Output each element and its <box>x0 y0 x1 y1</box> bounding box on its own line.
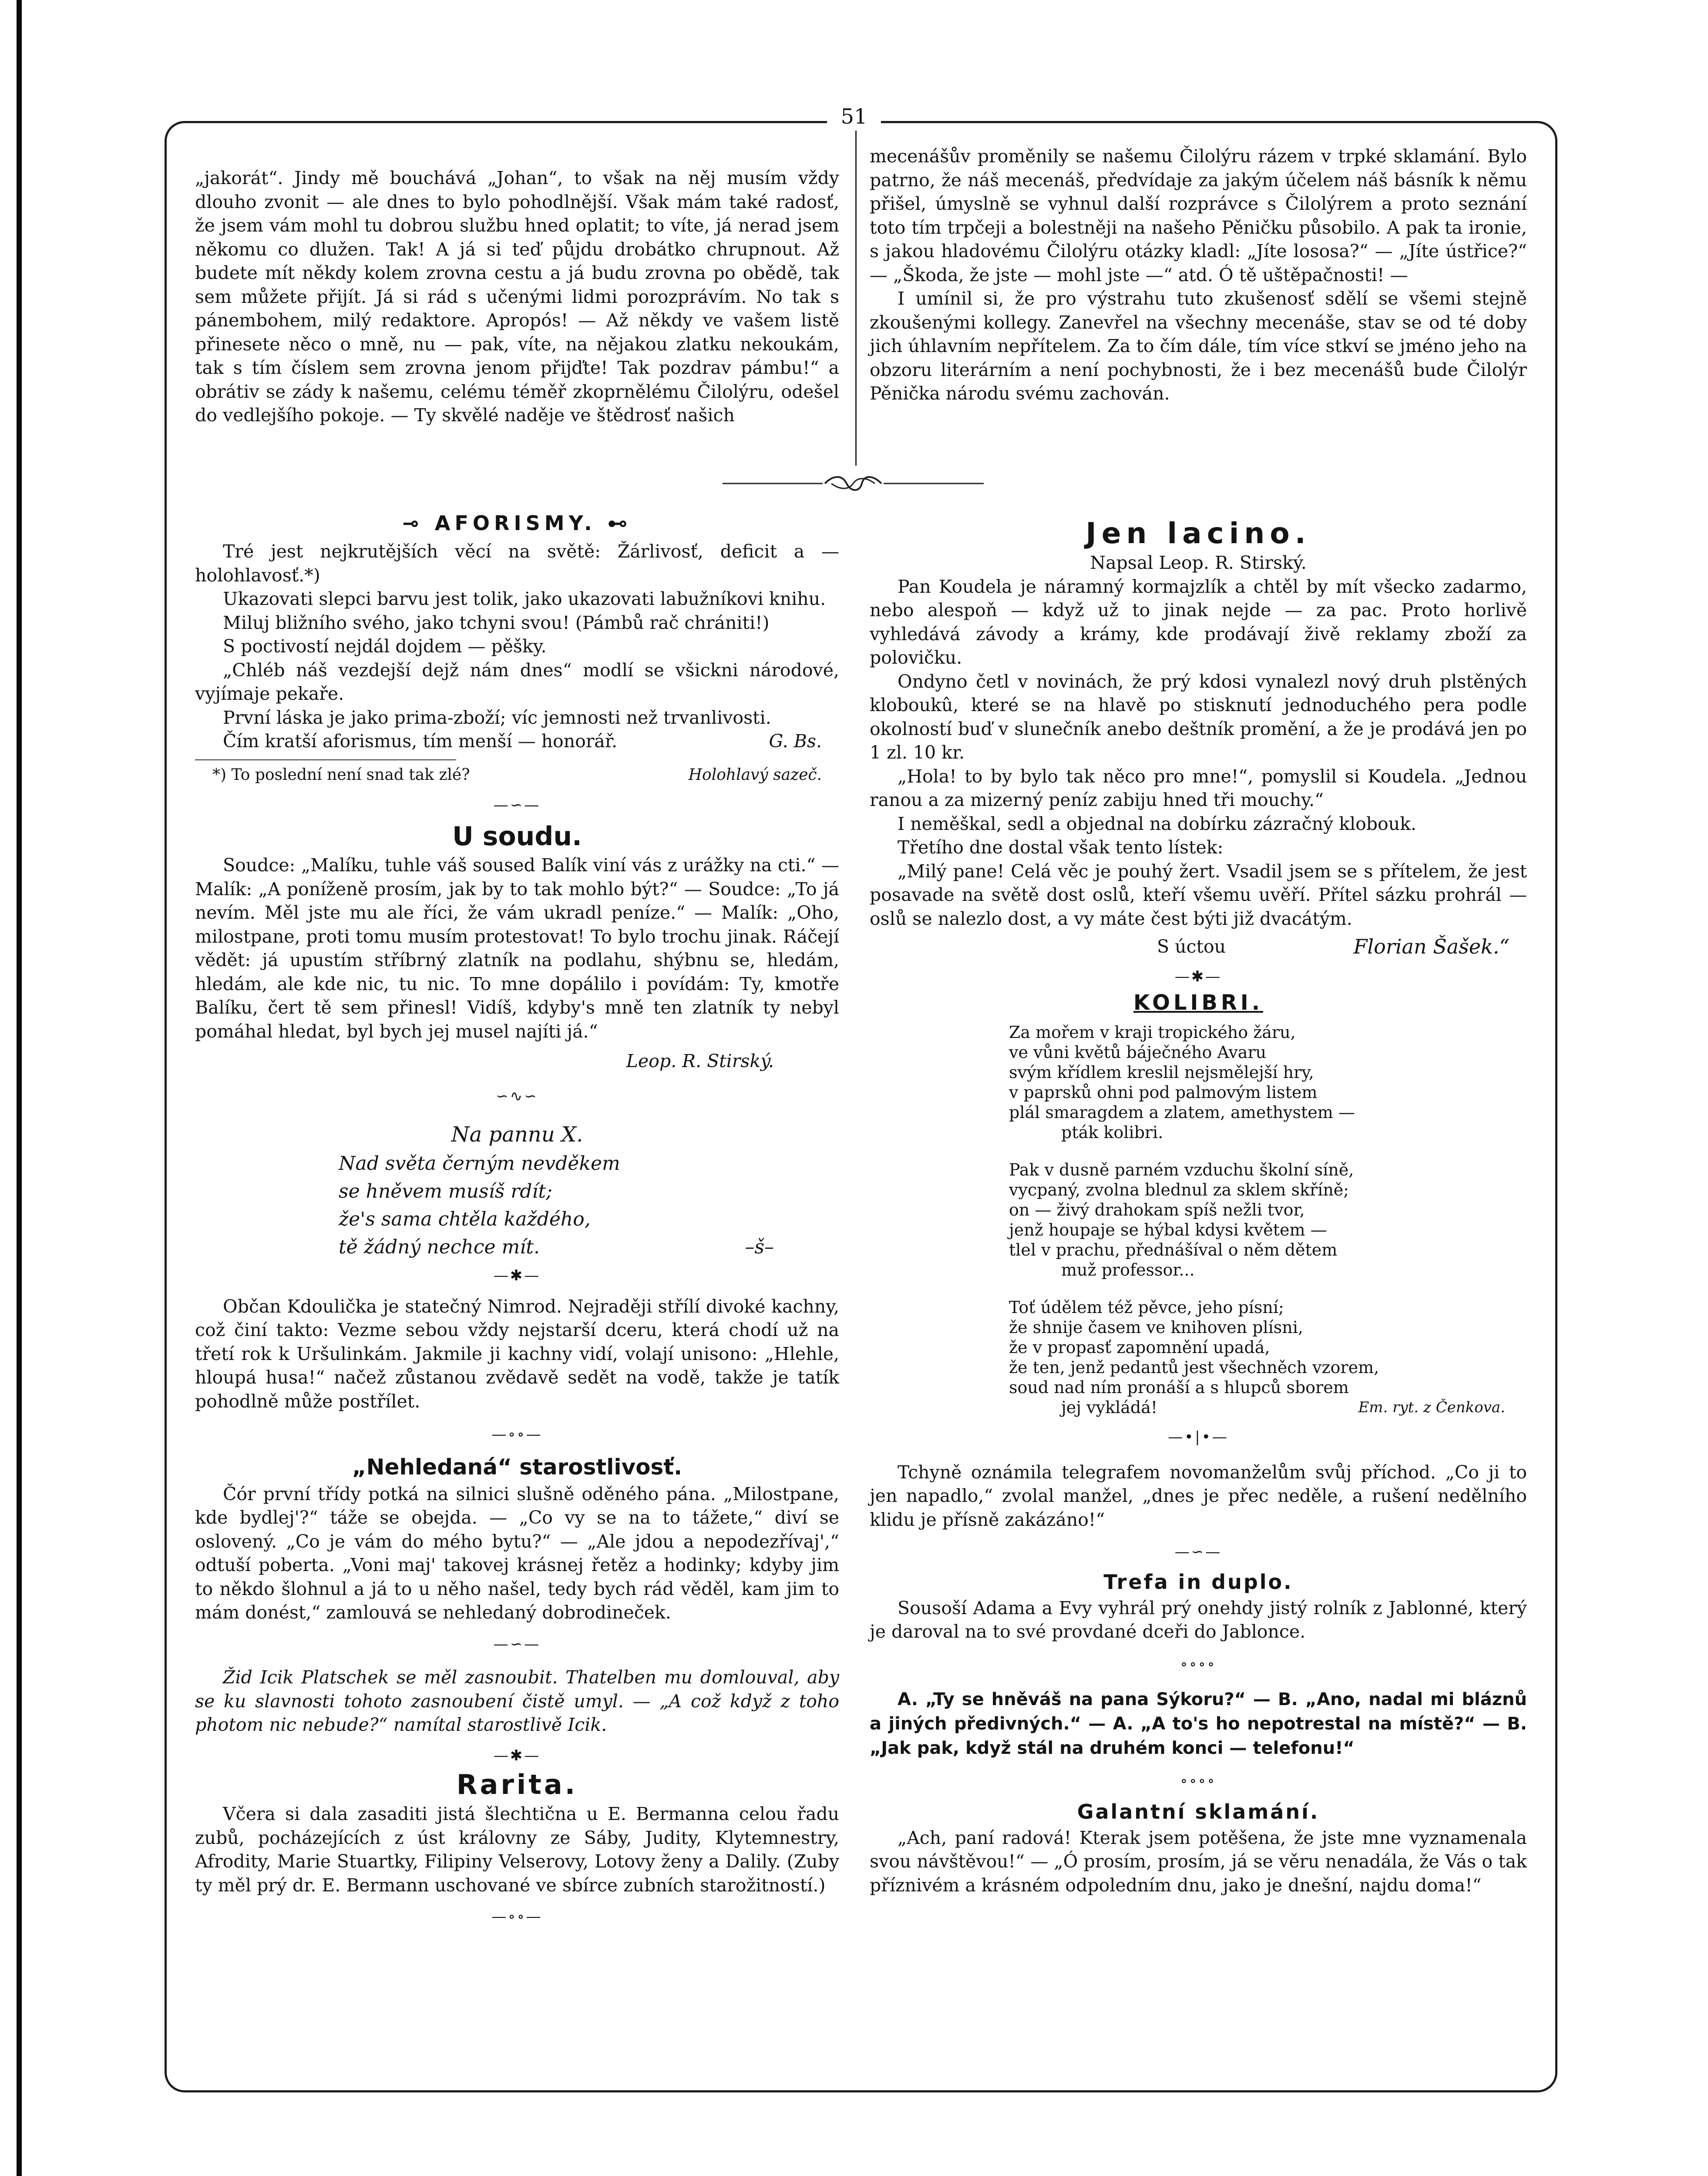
aforismy-footnote <box>195 765 839 786</box>
aforismus-6: První láska je jako prima-zboží; víc jemnosti než trvanlivosti. <box>223 707 771 728</box>
kolibri-line: pták kolibri. <box>1061 1123 1163 1142</box>
jen-lacino-title: Jen lacino. <box>1086 517 1311 550</box>
soudu-title: U soudu. <box>452 821 582 852</box>
right-column-top <box>870 144 1527 406</box>
kolibri-line: Toť údělem též pěvce, jeho písní; <box>1009 1298 1284 1317</box>
jen-lacino-p6: „Milý pane! Celá věc je pouhý žert. Vsadil jsem se s přítelem, že jest posavade na světě dost oslů, kteří všemu uvěří. Přítel sázku prohrál — oslů se nalezlo dost, a vy máte čest býti již dvacátým. <box>870 860 1527 929</box>
separator-dots: —∘∘— <box>491 1426 543 1443</box>
tchyne-text: Tchyně oznámila telegrafem novomanželům svůj příchod. „Co ji to jen napadlo,“ zvolal manžel, „dnes je přec neděle, a rušení nedělního klidu je přísně zakázáno!“ <box>870 1461 1527 1530</box>
continued-story-right-1: mecenášův proměnily se našemu Čilolýru rázem v trpké sklamání. Bylo patrno, že náš mecenáš, předvídaje za jakým účelem náš básník k němu přišel, úmyslně se vyhnul další rozprávce s Čilolýrem a proto seznání toto tím trpčeji a bolestněji na našeho Pěničku působilo. A pak ta ironie, s jakou hladovému Čilolýru otázky kladl: „Jíte lososa?“ — „Jíte ústřice?“ — „Škoda, že jste — mohl jste —“ atd. Ó tě uštěpačnosti! — <box>870 146 1527 285</box>
separator-bar: —•|•— <box>1168 1428 1229 1446</box>
kolibri-line: že v propasť zapomnění upadá, <box>1009 1338 1270 1357</box>
sykora-text: A. „Ty se hněváš na pana Sýkoru?“ — B. „Ano, nadal mi bláznů a jiných předivných.“ — A. „A to's ho nepotrestal na místě?“ — B. „Jak pak, když stál na druhém konci — telefonu!“ <box>870 1689 1527 1758</box>
kolibri-line: tlel v prachu, přednášíval o něm dětem <box>1009 1240 1338 1259</box>
page-number: 51 <box>827 103 881 131</box>
poem-line-1: Nad světa černým nevděkem <box>339 1152 620 1175</box>
separator-oooo-2: ∘∘∘∘ <box>1180 1772 1217 1790</box>
aforismus-4: S poctivostí nejdál dojdem — pěšky. <box>223 636 547 657</box>
poem-line-2: se hněvem musíš rdít; <box>339 1180 552 1202</box>
footnote-signature: Holohlavý sazeč. <box>688 766 822 784</box>
left-column-lower <box>195 509 839 1929</box>
nehledana-title: „Nehledaná“ starostlivosť. <box>352 1454 683 1480</box>
scan-edge-left <box>17 0 22 2176</box>
section-ornament <box>723 473 984 494</box>
separator-tilde-2: —∽— <box>493 1635 541 1653</box>
kolibri-stanza-2 <box>870 1160 1527 1280</box>
separator-star: —✱— <box>493 1267 541 1284</box>
aforismy-title: ⊸ AFORISMY. ⊷ <box>402 511 632 535</box>
kolibri-line: jej vykládá! <box>1061 1398 1158 1417</box>
kolibri-title: KOLIBRI. <box>1133 991 1263 1015</box>
poem-title: Na pannu X. <box>451 1122 583 1147</box>
separator-tilde-r: —∽— <box>1174 1543 1222 1561</box>
aforismus-3: Miluj bližního svého, jako tchyni svou! (Pámbů rač chrániti!) <box>223 612 770 633</box>
jen-lacino-closing <box>870 935 1527 959</box>
kolibri-line: v paprsků ohni pod palmovým listem <box>1009 1083 1318 1102</box>
kolibri-stanza-1 <box>870 1022 1527 1142</box>
soudu-signature: Leop. R. Stirský. <box>626 1051 774 1071</box>
kolibri-line: jenž houpaje se hýbal kdysi květem — <box>1009 1220 1327 1239</box>
kolibri-stanza-3 <box>870 1297 1527 1417</box>
kolibri-line: muž professor... <box>1061 1260 1195 1279</box>
poem-body <box>195 1150 839 1261</box>
poem-last-row <box>339 1233 839 1261</box>
kolibri-line: on — živý drahokam spíš nežli tvor, <box>1009 1200 1305 1219</box>
kolibri-line: Za mořem v kraji tropického žáru, <box>1009 1023 1296 1042</box>
aforismus-1: Tré jest nejkrutějších věcí na světě: Žárlivosť, deficit a — holohlavosť.*) <box>195 541 839 586</box>
right-column-lower <box>870 516 1527 1897</box>
kolibri-line: ve vůni květů báječného Avaru <box>1009 1043 1267 1062</box>
nehledana-text: Čór první třídy potká na silnici slušně oděného pána. „Milostpane, kde bydlej'?“ táže se obejda. — „Co vy se na to tážete,“ diví se oslovený. „Co je vám do mého bytu?“ — „Ale jdou a nepodezřívaj',“ odtuší poberta. „Voni maj' takovej krásnej řetěz a hodinky; kdyby jim to někdo šlohnul a já to u něho našel, tedy bych rád věděl, kam jim to mám donést,“ zamlouvá se nehledaný dobrodineček. <box>195 1483 839 1623</box>
kolibri-line: že ten, jenž pedantů jest všechněch vzorem, <box>1009 1358 1379 1377</box>
aforismus-last-row <box>195 729 839 753</box>
kolibri-line: plál smaragdem a zlatem, amethystem — <box>1009 1103 1355 1122</box>
trefa-title: Trefa in duplo. <box>1103 1570 1293 1594</box>
jen-lacino-p5: Třetího dne dostal však tento lístek: <box>898 837 1224 858</box>
kdoulicka-text: Občan Kdoulička je statečný Nimrod. Nejraději střílí divoké kachny, což činí takto: Vezme sebou vždy nejstarší dceru, která chodí už na třetí rok k Uršulinkám. Jakmile ji kachny vidí, volají unisono: „Hlehle, hloupá husa!“ načež zůstanou zvědavě sedět na vodě, takže je tatík pohodlně může postřílet. <box>195 1296 839 1412</box>
zid-text: Žid Icik Platschek se měl zasnoubit. Thatelben mu domlouval, aby se ku slavnosti tohoto zasnoubení čistě umyl. — „A což když z toho photom nic nebude?“ namítal starostlivě Icik. <box>195 1667 839 1735</box>
rarita-title: Rarita. <box>456 1769 578 1800</box>
separator-tilde: —∽— <box>493 796 541 814</box>
galantni-title: Galantní sklamání. <box>1077 1800 1320 1823</box>
left-column-top <box>195 166 839 427</box>
jen-lacino-p3: „Hola! to by bylo tak něco pro mne!“, pomyslil si Koudela. „Jednou ranou a za mizerný peníz zabiju hned tři mouchy.“ <box>870 766 1527 810</box>
separator-oooo: ∘∘∘∘ <box>1180 1655 1217 1673</box>
aforismus-7: Čím kratší aforismus, tím menší — honorář. <box>223 731 618 752</box>
continued-story-right-2: I umínil si, že pro výstrahu tuto zkušenosť sdělí se všemi stejně zkoušenými kollegy. Zanevřel na všechny mecenáše, stav se od té doby jich úhlavním nepřítelem. Za to čím dále, tím více stkví se jméno jeho na obzoru literárním a není pochybnosti, že i bez mecenášů bude Čilolýr Pěnička národu svému zachován. <box>870 288 1527 404</box>
trefa-text: Sousoší Adama a Evy vyhrál prý onehdy jistý rolník z Jablonné, který je daroval na to své provdané dceři do Jablonce. <box>870 1597 1527 1642</box>
soudu-text: Soudce: „Malíku, tuhle váš soused Balík viní vás z urážky na cti.“ — Malík: „A poníženě prosím, jak by to tak mohlo být?“ — Soudce: „To já nevím. Měl jste mu ale říci, že vám ukradl peníze.“ — Malík: „Oho, milostpane, proti tomu musím protestovat! To bylo trochu jinak. Ráčejí vědět: já upustím stříbrný zlatník na podlahu, shýbnu se, hledám, hledám, ale kde nic, tu nic. To mne dopálilo i povídám: Ty, kmotře Balíku, čert tě sem přinesl! Vidíš, kdyby's mně ten zlatník ty nebyl pomáhal hledat, byl bych jej musel najíti já.“ <box>195 855 839 1042</box>
poem-line-3: že's sama chtěla každého, <box>339 1208 591 1230</box>
galantni-text: „Ach, paní radová! Kterak jsem potěšena, že jste mne vyznamenala svou návštěvou!“ — „Ó prosím, prosím, já se věru nenadála, že Vás o tak příznivém a krásném odpoledním dnu, jako je dnešní, najdu doma!“ <box>870 1827 1527 1896</box>
closing-signature: Florian Šašek.“ <box>1353 935 1510 958</box>
closing-text: S úctou <box>1157 936 1226 957</box>
separator-end: —∘∘— <box>491 1908 543 1925</box>
kolibri-line: soud nad ním pronáší a s hlupců sborem <box>1009 1378 1349 1397</box>
footnote-text: *) To poslední není snad tak zlé? <box>212 766 470 784</box>
column-divider <box>855 131 857 466</box>
rarita-text: Včera si dala zasaditi jistá šlechtična u E. Bermanna celou řadu zubů, pocházejících z úst královny ze Sáby, Judity, Klytemnestry, Afrodity, Marie Stuartky, Filipiny Velserovy, Lotovy ženy a Dalily. (Zuby ty měl prý dr. E. Bermann uschované ve sbírce zubních starožitností.) <box>195 1803 839 1896</box>
kolibri-signature: Em. ryt. z Čenkova. <box>1358 1399 1505 1416</box>
poem-signature: –š– <box>745 1236 774 1258</box>
jen-lacino-p1: Pan Koudela je náramný kormajzlík a chtěl by mít všecko zadarmo, nebo alespoň — když už to jinak nejde — za pac. Proto horlivě vyhledává závody a krámy, kde prodávají živě reklamy zboží za polovičku. <box>870 576 1527 668</box>
separator-star-r: —✱— <box>1174 967 1222 985</box>
separator-star-2: —✱— <box>493 1746 541 1764</box>
aforismus-2: Ukazovati slepci barvu jest tolik, jako ukazovati labužníkovi knihu. <box>223 588 826 609</box>
kolibri-line: svým křídlem kreslil nejsmělejší hry, <box>1009 1063 1314 1082</box>
kolibri-line: Pak v dusně parném vzduchu školní síně, <box>1009 1160 1354 1179</box>
kolibri-last-row <box>1009 1397 1527 1417</box>
kolibri-line: že shnije časem ve knihoven plísni, <box>1009 1318 1303 1337</box>
jen-lacino-byline: Napsal Leop. R. Stirský. <box>1090 552 1307 573</box>
jen-lacino-p4: I neměškal, sedl a objednal na dobírku zázračný klobouk. <box>898 813 1417 834</box>
continued-story-left: „jakorát“. Jindy mě bouchává „Johan“, to však na něj musím vždy dlouho zvonit — ale dnes to bylo pohodlnější. Však mám také radosť, že jsem vám mohl tu dobrou službu hned oplatit; to víte, já nerad jsem někomu co dlužen. Tak! A já si teď půjdu drobátko chrupnout. Až budete mít někdy kolem zrovna cestu a já budu zrovna po obědě, tak sem můžete přijít. Já si rád s učenými lidmi porozprávím. No tak s pánembohem, milý redaktore. Apropós! — Až někdy ve vašem listě přinesete něco o mně, nu — pak, víte, na nějakou zlatku nekoukám, tak s tím číslem sem zrovna jenom přijďte! Tak pozdrav pámbu!“ a obrátiv se zády k našemu, celému téměř zkoprnělému Čilolýru, odešel do vedlejšího pokoje. — Ty skvělé naděje ve štědrosť našich <box>195 168 839 426</box>
separator-curl: ∽∿∽ <box>496 1087 538 1105</box>
aforismy-signature: G. Bs. <box>769 731 822 752</box>
ornament-divider-icon <box>723 473 984 494</box>
aforismus-5: „Chléb náš vezdejší dejž nám dnes“ modlí se všickni národové, vyjímaje pekaře. <box>195 659 839 704</box>
poem-line-4: tě žádný nechce mít. <box>339 1236 540 1258</box>
jen-lacino-p2: Ondyno četl v novinách, že prý kdosi vynalezl nový druh plstěných kloboukû, které se na hlavě po stisknutí jednoduchého pera podle okolností buď v slunečník anebo deštník promění, a že je prodává jen po 1 zl. 10 kr. <box>870 671 1527 763</box>
kolibri-line: vycpaný, zvolna blednul za sklem skříně; <box>1009 1180 1349 1199</box>
